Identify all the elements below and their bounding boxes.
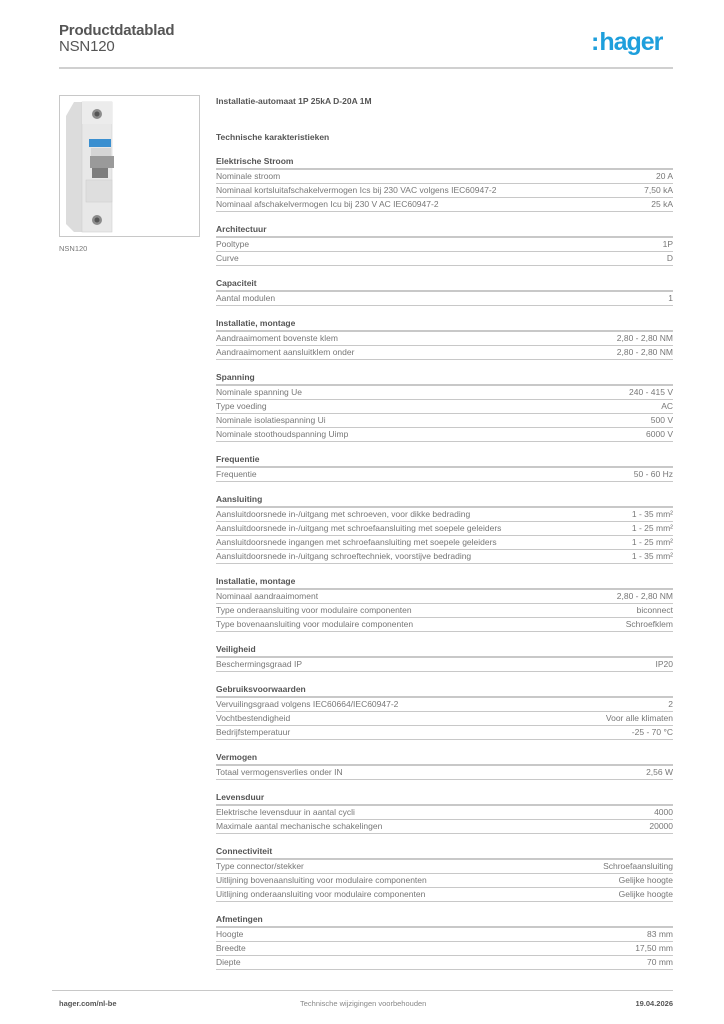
spec-value: 1 - 25 mm² bbox=[631, 537, 673, 547]
spec-label: Type connector/stekker bbox=[216, 861, 304, 871]
spec-row bbox=[216, 725, 673, 740]
spec-value: Voor alle klimaten bbox=[605, 713, 673, 723]
section-heading: Gebruiksvoorwaarden bbox=[216, 684, 673, 697]
spec-label: Nominale stoothoudspanning Uimp bbox=[216, 429, 349, 439]
section-rows bbox=[216, 765, 673, 780]
footer-disclaimer: Technische wijzigingen voorbehouden bbox=[300, 999, 427, 1008]
spec-label: Pooltype bbox=[216, 239, 250, 249]
spec-label: Elektrische levensduur in aantal cycli bbox=[216, 807, 355, 817]
spec-row bbox=[216, 859, 673, 873]
section-heading: Levensduur bbox=[216, 792, 673, 805]
spec-label: Aantal modulen bbox=[216, 293, 276, 303]
spec-row bbox=[216, 697, 673, 711]
spec-value: 1 - 35 mm² bbox=[631, 509, 673, 519]
spec-section bbox=[216, 156, 673, 212]
logo-colon: : bbox=[591, 28, 599, 56]
spec-label: Curve bbox=[216, 253, 239, 263]
spec-label: Nominaal aandraaimoment bbox=[216, 591, 319, 601]
spec-row bbox=[216, 507, 673, 521]
spec-row bbox=[216, 927, 673, 941]
document-title: Productdatablad bbox=[59, 22, 175, 39]
spec-row bbox=[216, 331, 673, 345]
spec-value: biconnect bbox=[636, 605, 673, 615]
spec-value: Schroefklem bbox=[625, 619, 673, 629]
spec-label: Uitlijning onderaansluiting voor modulaire componenten bbox=[216, 889, 426, 899]
product-code: NSN120 bbox=[59, 38, 115, 55]
spec-row bbox=[216, 399, 673, 413]
spec-row bbox=[216, 169, 673, 183]
spec-label: Nominale isolatiespanning Ui bbox=[216, 415, 326, 425]
section-rows bbox=[216, 507, 673, 564]
section-heading: Capaciteit bbox=[216, 278, 673, 291]
spec-value: Gelijke hoogte bbox=[618, 889, 673, 899]
product-image bbox=[59, 95, 200, 237]
spec-value: D bbox=[666, 253, 673, 263]
spec-row bbox=[216, 589, 673, 603]
spec-section bbox=[216, 318, 673, 360]
spec-value: 500 V bbox=[650, 415, 673, 425]
circuit-breaker-icon bbox=[60, 96, 199, 236]
header-divider bbox=[59, 67, 673, 69]
spec-section bbox=[216, 684, 673, 740]
spec-value: 2,80 - 2,80 NM bbox=[616, 591, 673, 601]
spec-section bbox=[216, 914, 673, 970]
section-heading: Elektrische Stroom bbox=[216, 156, 673, 169]
spec-row bbox=[216, 941, 673, 955]
spec-section bbox=[216, 372, 673, 442]
spec-value: 20 A bbox=[655, 171, 673, 181]
spec-section bbox=[216, 576, 673, 632]
spec-row bbox=[216, 183, 673, 197]
logo-text: hager bbox=[599, 28, 663, 56]
spec-value: 2 bbox=[668, 699, 673, 709]
spec-row bbox=[216, 549, 673, 564]
section-heading: Connectiviteit bbox=[216, 846, 673, 859]
spec-label: Aandraaimoment aansluitklem onder bbox=[216, 347, 355, 357]
spec-row bbox=[216, 251, 673, 266]
spec-value: 50 - 60 Hz bbox=[633, 469, 673, 479]
spec-section bbox=[216, 278, 673, 306]
spec-row bbox=[216, 385, 673, 399]
spec-row bbox=[216, 467, 673, 482]
spec-label: Uitlijning bovenaansluiting voor modulaire componenten bbox=[216, 875, 427, 885]
spec-section bbox=[216, 752, 673, 780]
spec-row bbox=[216, 711, 673, 725]
spec-label: Nominale spanning Ue bbox=[216, 387, 302, 397]
spec-label: Aansluitdoorsnede in-/uitgang met schroefaansluiting met soepele geleiders bbox=[216, 523, 502, 533]
spec-label: Vochtbestendigheid bbox=[216, 713, 291, 723]
spec-value: 1 - 35 mm² bbox=[631, 551, 673, 561]
spec-row bbox=[216, 603, 673, 617]
spec-row bbox=[216, 955, 673, 970]
spec-label: Breedte bbox=[216, 943, 246, 953]
spec-label: Beschermingsgraad IP bbox=[216, 659, 302, 669]
spec-label: Nominaal afschakelvermogen Icu bij 230 V AC IEC60947-2 bbox=[216, 199, 439, 209]
hager-logo bbox=[591, 28, 662, 57]
spec-label: Nominaal kortsluitafschakelvermogen Ics bij 230 VAC volgens IEC60947-2 bbox=[216, 185, 497, 195]
section-rows bbox=[216, 291, 673, 306]
spec-label: Type onderaansluiting voor modulaire componenten bbox=[216, 605, 412, 615]
spec-row bbox=[216, 887, 673, 902]
spec-row bbox=[216, 427, 673, 442]
spec-row bbox=[216, 765, 673, 780]
section-rows bbox=[216, 237, 673, 266]
spec-value: 20000 bbox=[649, 821, 673, 831]
spec-sections bbox=[216, 156, 673, 970]
spec-value: 1P bbox=[662, 239, 673, 249]
section-rows bbox=[216, 331, 673, 360]
section-heading: Vermogen bbox=[216, 752, 673, 765]
spec-content bbox=[216, 96, 673, 970]
spec-value: 6000 V bbox=[646, 429, 673, 439]
section-heading: Architectuur bbox=[216, 224, 673, 237]
spec-label: Totaal vermogensverlies onder IN bbox=[216, 767, 343, 777]
product-title: Installatie-automaat 1P 25kA D-20A 1M bbox=[216, 96, 372, 106]
spec-row bbox=[216, 657, 673, 672]
spec-value: AC bbox=[661, 401, 673, 411]
spec-label: Type bovenaansluiting voor modulaire componenten bbox=[216, 619, 414, 629]
spec-row bbox=[216, 197, 673, 212]
spec-label: Nominale stroom bbox=[216, 171, 281, 181]
spec-label: Frequentie bbox=[216, 469, 257, 479]
spec-value: -25 - 70 °C bbox=[631, 727, 673, 737]
spec-label: Vervuilingsgraad volgens IEC60664/IEC60947-2 bbox=[216, 699, 399, 709]
section-heading: Afmetingen bbox=[216, 914, 673, 927]
spec-value: 240 - 415 V bbox=[629, 387, 673, 397]
spec-label: Maximale aantal mechanische schakelingen bbox=[216, 821, 383, 831]
spec-value: 70 mm bbox=[647, 957, 673, 967]
spec-value: 1 - 25 mm² bbox=[631, 523, 673, 533]
spec-row bbox=[216, 237, 673, 251]
spec-section bbox=[216, 224, 673, 266]
spec-value: 2,56 W bbox=[646, 767, 673, 777]
section-heading: Spanning bbox=[216, 372, 673, 385]
spec-section bbox=[216, 846, 673, 902]
spec-row bbox=[216, 413, 673, 427]
spec-value: 25 kA bbox=[651, 199, 673, 209]
footer-date: 19.04.2026 bbox=[635, 999, 673, 1008]
spec-label: Aansluitdoorsnede in-/uitgang met schroeven, voor dikke bedrading bbox=[216, 509, 471, 519]
spec-label: Type voeding bbox=[216, 401, 267, 411]
technical-characteristics-heading: Technische karakteristieken bbox=[216, 132, 330, 142]
footer-website-link[interactable]: hager.com/nl-be bbox=[59, 999, 117, 1008]
section-rows bbox=[216, 385, 673, 442]
spec-value: 4000 bbox=[654, 807, 673, 817]
spec-value: 7,50 kA bbox=[644, 185, 673, 195]
spec-value: Schroefaansluiting bbox=[603, 861, 673, 871]
spec-section bbox=[216, 454, 673, 482]
spec-value: 83 mm bbox=[647, 929, 673, 939]
image-caption: NSN120 bbox=[59, 244, 88, 253]
spec-row bbox=[216, 521, 673, 535]
spec-row bbox=[216, 345, 673, 360]
section-rows bbox=[216, 589, 673, 632]
section-rows bbox=[216, 169, 673, 212]
spec-label: Aansluitdoorsnede ingangen met schroefaansluiting met soepele geleiders bbox=[216, 537, 497, 547]
spec-section bbox=[216, 792, 673, 834]
section-heading: Veiligheid bbox=[216, 644, 673, 657]
section-heading: Installatie, montage bbox=[216, 576, 673, 589]
spec-label: Bedrijfstemperatuur bbox=[216, 727, 291, 737]
spec-row bbox=[216, 291, 673, 306]
spec-row bbox=[216, 819, 673, 834]
section-heading: Frequentie bbox=[216, 454, 673, 467]
spec-section bbox=[216, 494, 673, 564]
footer-divider bbox=[52, 990, 673, 991]
spec-label: Hoogte bbox=[216, 929, 244, 939]
spec-value: Gelijke hoogte bbox=[618, 875, 673, 885]
section-rows bbox=[216, 697, 673, 740]
section-heading: Aansluiting bbox=[216, 494, 673, 507]
spec-row bbox=[216, 873, 673, 887]
spec-row bbox=[216, 535, 673, 549]
spec-row bbox=[216, 805, 673, 819]
spec-value: 1 bbox=[668, 293, 673, 303]
section-rows bbox=[216, 927, 673, 970]
spec-value: 17,50 mm bbox=[635, 943, 673, 953]
spec-label: Aandraaimoment bovenste klem bbox=[216, 333, 338, 343]
spec-value: IP20 bbox=[655, 659, 673, 669]
spec-label: Aansluitdoorsnede in-/uitgang schroeftechniek, voorstijve bedrading bbox=[216, 551, 472, 561]
spec-section bbox=[216, 644, 673, 672]
spec-row bbox=[216, 617, 673, 632]
section-rows bbox=[216, 859, 673, 902]
spec-label: Diepte bbox=[216, 957, 241, 967]
spec-value: 2,80 - 2,80 NM bbox=[616, 347, 673, 357]
section-heading: Installatie, montage bbox=[216, 318, 673, 331]
section-rows bbox=[216, 657, 673, 672]
section-rows bbox=[216, 805, 673, 834]
section-rows bbox=[216, 467, 673, 482]
spec-value: 2,80 - 2,80 NM bbox=[616, 333, 673, 343]
